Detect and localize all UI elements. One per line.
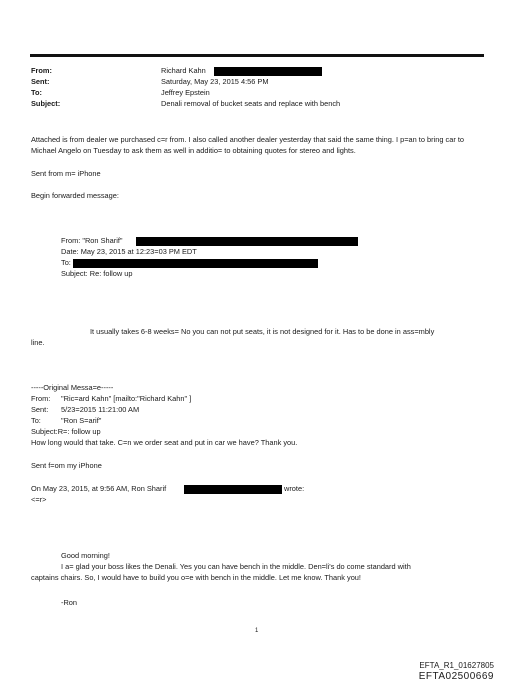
fwd-from: From: "Ron Sharif" [61, 236, 123, 245]
greeting: Good morning! [61, 551, 110, 560]
to-value: Jeffrey Epstein [161, 88, 210, 97]
subject-label: Subject: [31, 99, 61, 108]
redaction [214, 67, 322, 76]
from-value: Richard Kahn [161, 66, 206, 75]
orig-subject: Subject:R=: follow up [31, 427, 101, 436]
original-separator: -----Original Messa=e----- [31, 383, 114, 392]
sent-from-iphone: Sent from m= iPhone [31, 169, 101, 178]
redaction [184, 485, 282, 494]
reply-line-1: It usually takes 6-8 weeks= No you can not put seats, it is not designed for it. Has to be done in ass=mbly [90, 327, 435, 336]
sent-value: Saturday, May 23, 2015 4:56 PM [161, 77, 269, 86]
orig-from-value: "Ric=ard Kahn" [mailto:"Richard Kahn" ] [61, 394, 192, 403]
header-rule [30, 54, 484, 57]
orig-sent-value: 5/23=2015 11:21:00 AM [61, 405, 140, 414]
footer-id-2: EFTA02500669 [418, 671, 494, 682]
wrote-text: wrote: [284, 484, 305, 493]
orig-question: How long would that take. C=n we order seat and put in car we have? Thank you. [31, 438, 298, 447]
reply-line-2: line. [31, 338, 45, 347]
orig-sent-label: Sent: [31, 405, 49, 414]
body-paragraph: Attached is from dealer we purchased c=r from. I also called another dealer yesterday that said the same thing. I p=an to bring car to Michael Angelo on Tuesday to ask them as well in additio= to obtaining quotes for stereo and lights. [31, 135, 464, 155]
subject-value: Denali removal of bucket seats and replace with bench [161, 99, 341, 108]
redaction [136, 237, 358, 246]
orig-from-label: From: [31, 394, 51, 403]
from-label: From: [31, 66, 52, 75]
fwd-to: To: [61, 258, 71, 267]
signature: -Ron [61, 598, 78, 607]
footer-id-1: EFTA_R1_01627805 [419, 661, 494, 670]
orig-to-label: To: [31, 416, 41, 425]
br-tag-text: <=r> [31, 495, 47, 504]
closing-line-2: captains chairs. So, I would have to build you o=e with bench in the middle. Let me know. Thank you! [31, 573, 361, 582]
orig-to-value: "Ron S=arif" [61, 416, 102, 425]
to-label: To: [31, 88, 42, 97]
fwd-date: Date: May 23, 2015 at 12:23=03 PM EDT [61, 247, 197, 256]
redaction [73, 259, 318, 268]
begin-forwarded: Begin forwarded message: [31, 191, 119, 200]
fwd-subject: Subject: Re: follow up [61, 269, 133, 278]
on-date-line: On May 23, 2015, at 9:56 AM, Ron Sharif [31, 484, 167, 493]
closing-line-1: I a= glad your boss likes the Denali. Yes you can have bench in the middle. Den=li's do come standard with [61, 562, 411, 571]
sent-label: Sent: [31, 77, 50, 86]
orig-sent-from: Sent f=om my iPhone [31, 461, 102, 470]
page-number: 1 [255, 628, 259, 634]
